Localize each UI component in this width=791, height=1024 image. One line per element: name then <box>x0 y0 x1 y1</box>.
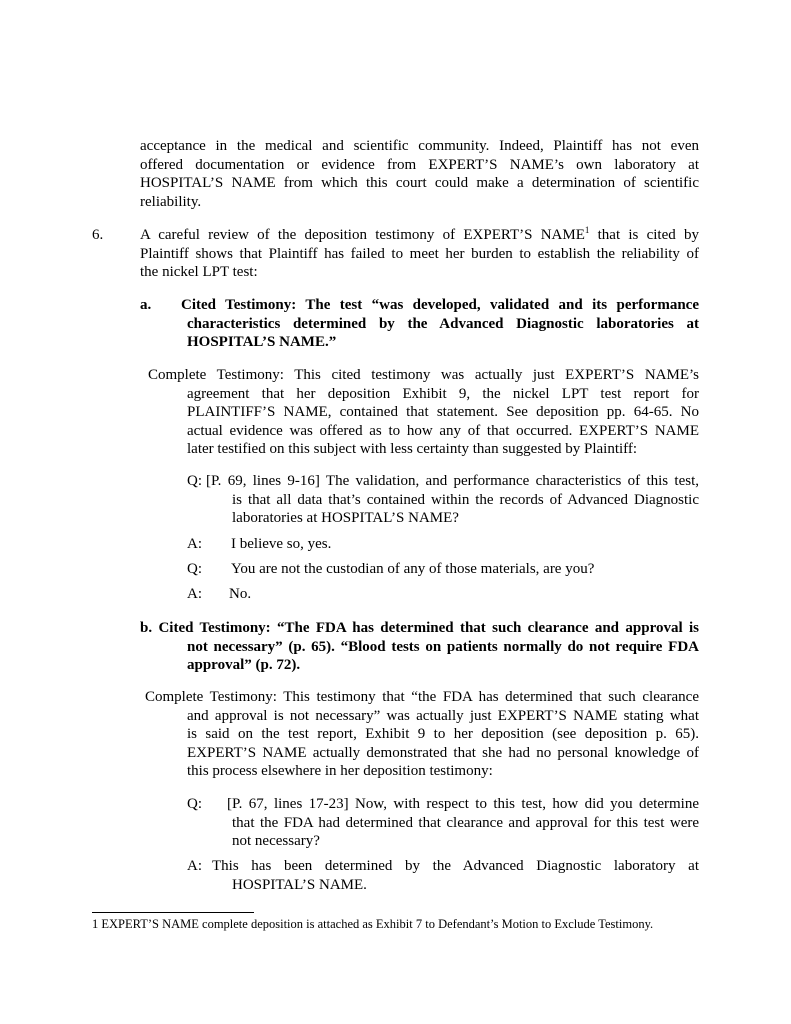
text-line: reliability. <box>140 193 202 210</box>
text-line: HOSPITAL’S NAME. <box>232 876 367 893</box>
text-line: Complete Testimony: This cited testimony was actually just EXPERT’S NAME’s <box>148 367 699 383</box>
item-number: 6. <box>92 227 104 243</box>
text-line: later testified on this subject with less certainty than suggested by Plaintiff: <box>187 441 638 457</box>
section-b-complete-testimony-cont <box>187 707 699 781</box>
qa-answer: I believe so, yes. <box>231 536 332 552</box>
footnote-reference[interactable]: 1 <box>584 225 590 235</box>
qa-label: Q: <box>187 561 202 577</box>
text-line: the nickel LPT test: <box>140 264 258 280</box>
text-line: is said on the test report, Exhibit 9 to her deposition (see deposition p. 65). <box>187 726 699 742</box>
qa-question-cont <box>232 814 699 851</box>
footnote-separator <box>92 912 254 913</box>
footnote: 1 EXPERT’S NAME complete deposition is attached as Exhibit 7 to Defendant’s Motion to Exclude Testimony. <box>92 917 654 931</box>
qa-label: Q: <box>187 473 202 489</box>
text-line: acceptance in the medical and scientific community. Indeed, Plaintiff has not even <box>140 138 699 154</box>
section-b-heading <box>140 619 699 638</box>
text-line <box>140 226 699 245</box>
text-line: Complete Testimony: This testimony that “the FDA has determined that such clearance <box>145 689 699 705</box>
qa-answer-cont <box>232 876 699 895</box>
section-a-complete-testimony-cont <box>187 385 699 459</box>
qa-answer <box>212 857 699 876</box>
qa-question: You are not the custodian of any of those materials, are you? <box>231 561 595 577</box>
text-line: that the FDA had determined that clearance and approval for this test were <box>232 814 699 831</box>
text-line: is that all data that’s contained within the records of Advanced Diagnostic <box>232 491 699 508</box>
qa-label: A: <box>187 858 202 874</box>
text-line: and approval is not necessary” was actually just EXPERT’S NAME stating what <box>187 707 699 724</box>
text-line: PLAINTIFF’S NAME, contained that statement. See deposition pp. 64-65. No <box>187 404 699 420</box>
heading-line: not necessary” (p. 65). “Blood tests on patients normally do not require FDA <box>187 638 699 655</box>
item-6-paragraph <box>140 226 699 282</box>
heading-line: Cited Testimony: The test “was developed, validated and its performance <box>181 297 699 313</box>
section-a-heading <box>181 296 699 315</box>
text-line: this process elsewhere in her deposition testimony: <box>187 763 493 779</box>
section-a-heading-cont <box>187 315 699 352</box>
text-line: This has been determined by the Advanced Diagnostic laboratory at <box>212 858 699 874</box>
text-line: not necessary? <box>232 833 320 849</box>
qa-question <box>227 795 699 814</box>
section-a-complete-testimony <box>148 366 699 385</box>
qa-label: A: <box>187 536 202 552</box>
heading-line: characteristics determined by the Advanced Diagnostic laboratories at <box>187 315 699 332</box>
text-line: agreement that her deposition Exhibit 9, the nickel LPT test report for <box>187 385 699 402</box>
heading-line: approval” (p. 72). <box>187 657 301 673</box>
text-line: [P. 67, lines 17-23] Now, with respect to this test, how did you determine <box>227 796 699 812</box>
heading-line: HOSPITAL’S NAME.” <box>187 334 337 350</box>
text-line: [P. 69, lines 9-16] The validation, and performance characteristics of this test, <box>206 473 699 489</box>
heading-line: b. Cited Testimony: “The FDA has determined that such clearance and approval is <box>140 620 699 636</box>
qa-label: Q: <box>187 796 202 812</box>
text-line: actual evidence was offered as to how any of that occurred. EXPERT’S NAME <box>187 422 699 439</box>
text-span: that is cited by <box>589 227 699 243</box>
qa-label: A: <box>187 586 202 602</box>
qa-answer: No. <box>229 586 252 602</box>
text-line: HOSPITAL’S NAME from which this court could make a determination of scientific <box>140 175 699 191</box>
section-b-complete-testimony <box>145 688 699 707</box>
text-line: EXPERT’S NAME actually demonstrated that she had no personal knowledge of <box>187 744 699 761</box>
text-line: offered documentation or evidence from EXPERT’S NAME’s own laboratory at <box>140 156 699 173</box>
section-b-heading-cont <box>187 638 699 675</box>
qa-question <box>206 472 699 491</box>
text-span: A careful review of the deposition testimony of EXPERT’S NAME <box>140 227 585 243</box>
text-line: Plaintiff shows that Plaintiff has failed to meet her burden to establish the reliability of <box>140 245 699 262</box>
intro-paragraph <box>140 137 699 211</box>
qa-question-cont <box>232 491 699 528</box>
text-line: laboratories at HOSPITAL’S NAME? <box>232 510 459 526</box>
section-a-marker: a. <box>140 297 152 313</box>
